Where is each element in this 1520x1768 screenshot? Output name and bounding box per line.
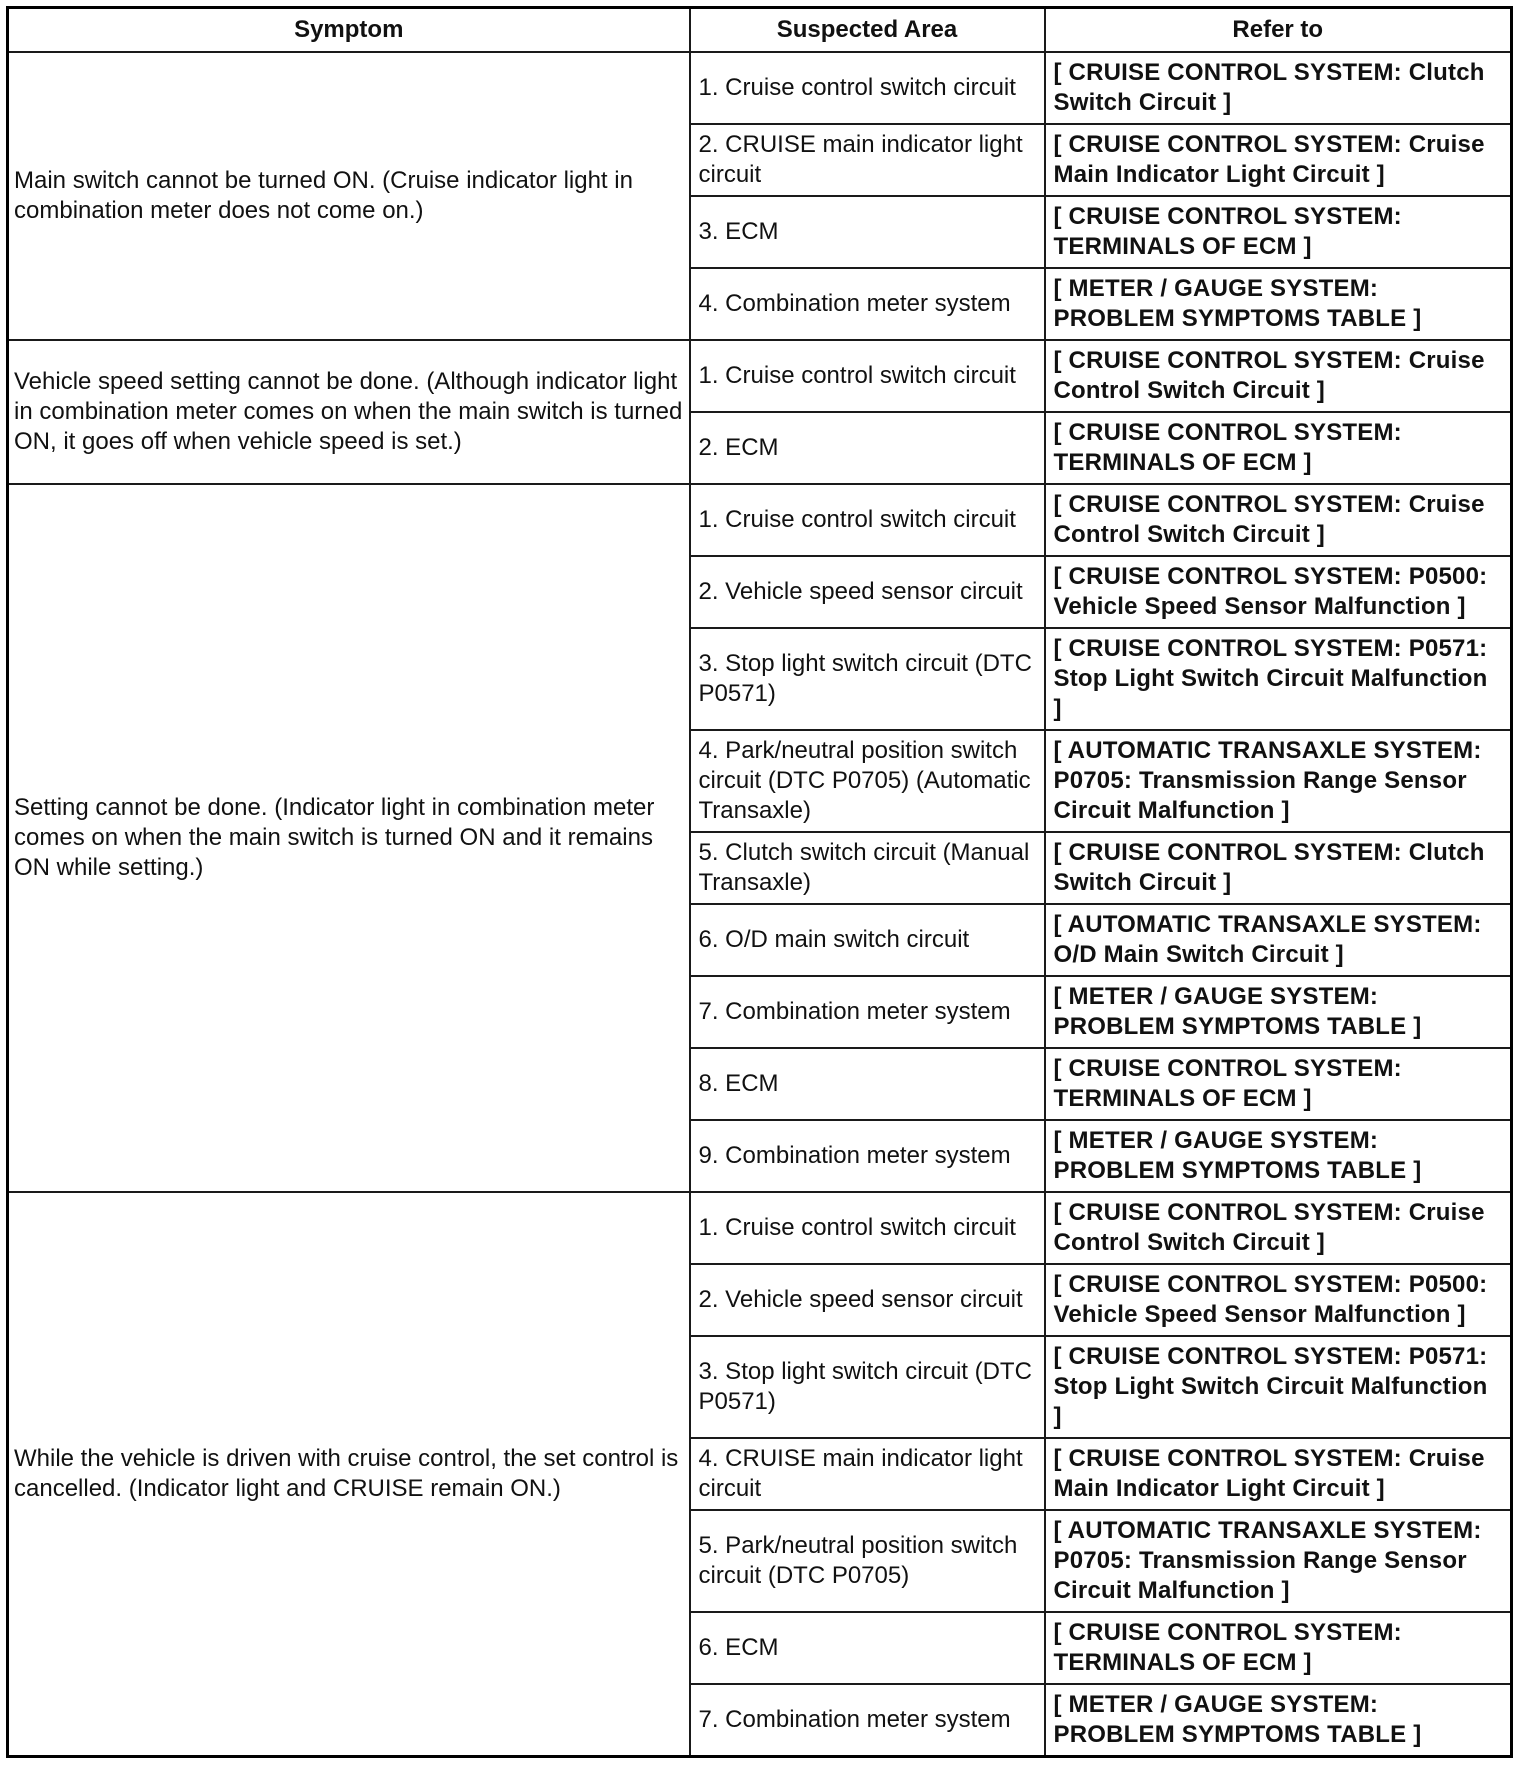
symptom-cell: Setting cannot be done. (Indicator light in combination meter comes on when the main switch is turned ON and it remains ON while setting.) [8,484,690,1192]
header-suspected-area: Suspected Area [690,8,1045,53]
symptom-cell: Vehicle speed setting cannot be done. (Although indicator light in combination meter comes on when the main switch is turned ON, it goes off when vehicle speed is set.) [8,340,690,484]
symptom-cell: Main switch cannot be turned ON. (Cruise indicator light in combination meter does not come on.) [8,52,690,340]
table-row [8,484,1512,556]
refer-to-link[interactable]: [ AUTOMATIC TRANSAXLE SYSTEM: P0705: Transmission Range Sensor Circuit Malfunction ] [1045,730,1512,832]
suspected-area-cell: 1. Cruise control switch circuit [690,340,1045,412]
suspected-area-cell: 5. Park/neutral position switch circuit (DTC P0705) [690,1510,1045,1612]
suspected-area-cell: 7. Combination meter system [690,1684,1045,1757]
suspected-area-cell: 9. Combination meter system [690,1120,1045,1192]
table-row [8,1192,1512,1264]
refer-to-link[interactable]: [ CRUISE CONTROL SYSTEM: TERMINALS OF ECM ] [1045,196,1512,268]
suspected-area-cell: 6. O/D main switch circuit [690,904,1045,976]
refer-to-link[interactable]: [ CRUISE CONTROL SYSTEM: Cruise Control Switch Circuit ] [1045,340,1512,412]
refer-to-link[interactable]: [ METER / GAUGE SYSTEM: PROBLEM SYMPTOMS TABLE ] [1045,268,1512,340]
suspected-area-cell: 3. Stop light switch circuit (DTC P0571) [690,628,1045,730]
refer-to-link[interactable]: [ CRUISE CONTROL SYSTEM: Cruise Control Switch Circuit ] [1045,484,1512,556]
header-refer-to: Refer to [1045,8,1512,53]
suspected-area-cell: 3. Stop light switch circuit (DTC P0571) [690,1336,1045,1438]
suspected-area-cell: 1. Cruise control switch circuit [690,1192,1045,1264]
table-header [8,8,1512,53]
refer-to-link[interactable]: [ METER / GAUGE SYSTEM: PROBLEM SYMPTOMS TABLE ] [1045,1684,1512,1757]
refer-to-link[interactable]: [ CRUISE CONTROL SYSTEM: P0571: Stop Light Switch Circuit Malfunction ] [1045,628,1512,730]
table-row [8,52,1512,124]
table-body [8,52,1512,1757]
header-row [8,8,1512,53]
refer-to-link[interactable]: [ CRUISE CONTROL SYSTEM: P0571: Stop Light Switch Circuit Malfunction ] [1045,1336,1512,1438]
refer-to-link[interactable]: [ CRUISE CONTROL SYSTEM: Clutch Switch Circuit ] [1045,832,1512,904]
refer-to-link[interactable]: [ METER / GAUGE SYSTEM: PROBLEM SYMPTOMS TABLE ] [1045,1120,1512,1192]
refer-to-link[interactable]: [ CRUISE CONTROL SYSTEM: Cruise Main Indicator Light Circuit ] [1045,124,1512,196]
suspected-area-cell: 2. ECM [690,412,1045,484]
suspected-area-cell: 2. Vehicle speed sensor circuit [690,1264,1045,1336]
refer-to-link[interactable]: [ METER / GAUGE SYSTEM: PROBLEM SYMPTOMS TABLE ] [1045,976,1512,1048]
refer-to-link[interactable]: [ CRUISE CONTROL SYSTEM: Clutch Switch Circuit ] [1045,52,1512,124]
suspected-area-cell: 2. CRUISE main indicator light circuit [690,124,1045,196]
refer-to-link[interactable]: [ CRUISE CONTROL SYSTEM: Cruise Control Switch Circuit ] [1045,1192,1512,1264]
problem-symptoms-table-container [6,6,1513,1758]
suspected-area-cell: 4. CRUISE main indicator light circuit [690,1438,1045,1510]
refer-to-link[interactable]: [ CRUISE CONTROL SYSTEM: TERMINALS OF ECM ] [1045,1612,1512,1684]
suspected-area-cell: 1. Cruise control switch circuit [690,52,1045,124]
table-row [8,340,1512,412]
refer-to-link[interactable]: [ CRUISE CONTROL SYSTEM: TERMINALS OF ECM ] [1045,1048,1512,1120]
refer-to-link[interactable]: [ AUTOMATIC TRANSAXLE SYSTEM: P0705: Transmission Range Sensor Circuit Malfunction ] [1045,1510,1512,1612]
suspected-area-cell: 7. Combination meter system [690,976,1045,1048]
refer-to-link[interactable]: [ CRUISE CONTROL SYSTEM: TERMINALS OF ECM ] [1045,412,1512,484]
refer-to-link[interactable]: [ CRUISE CONTROL SYSTEM: P0500: Vehicle Speed Sensor Malfunction ] [1045,556,1512,628]
refer-to-link[interactable]: [ CRUISE CONTROL SYSTEM: P0500: Vehicle Speed Sensor Malfunction ] [1045,1264,1512,1336]
suspected-area-cell: 5. Clutch switch circuit (Manual Transaxle) [690,832,1045,904]
header-symptom: Symptom [8,8,690,53]
suspected-area-cell: 4. Park/neutral position switch circuit (DTC P0705) (Automatic Transaxle) [690,730,1045,832]
problem-symptoms-table [6,6,1513,1758]
suspected-area-cell: 3. ECM [690,196,1045,268]
refer-to-link[interactable]: [ AUTOMATIC TRANSAXLE SYSTEM: O/D Main Switch Circuit ] [1045,904,1512,976]
suspected-area-cell: 4. Combination meter system [690,268,1045,340]
refer-to-link[interactable]: [ CRUISE CONTROL SYSTEM: Cruise Main Indicator Light Circuit ] [1045,1438,1512,1510]
suspected-area-cell: 2. Vehicle speed sensor circuit [690,556,1045,628]
suspected-area-cell: 8. ECM [690,1048,1045,1120]
symptom-cell: While the vehicle is driven with cruise control, the set control is cancelled. (Indicator light and CRUISE remain ON.) [8,1192,690,1757]
suspected-area-cell: 6. ECM [690,1612,1045,1684]
suspected-area-cell: 1. Cruise control switch circuit [690,484,1045,556]
